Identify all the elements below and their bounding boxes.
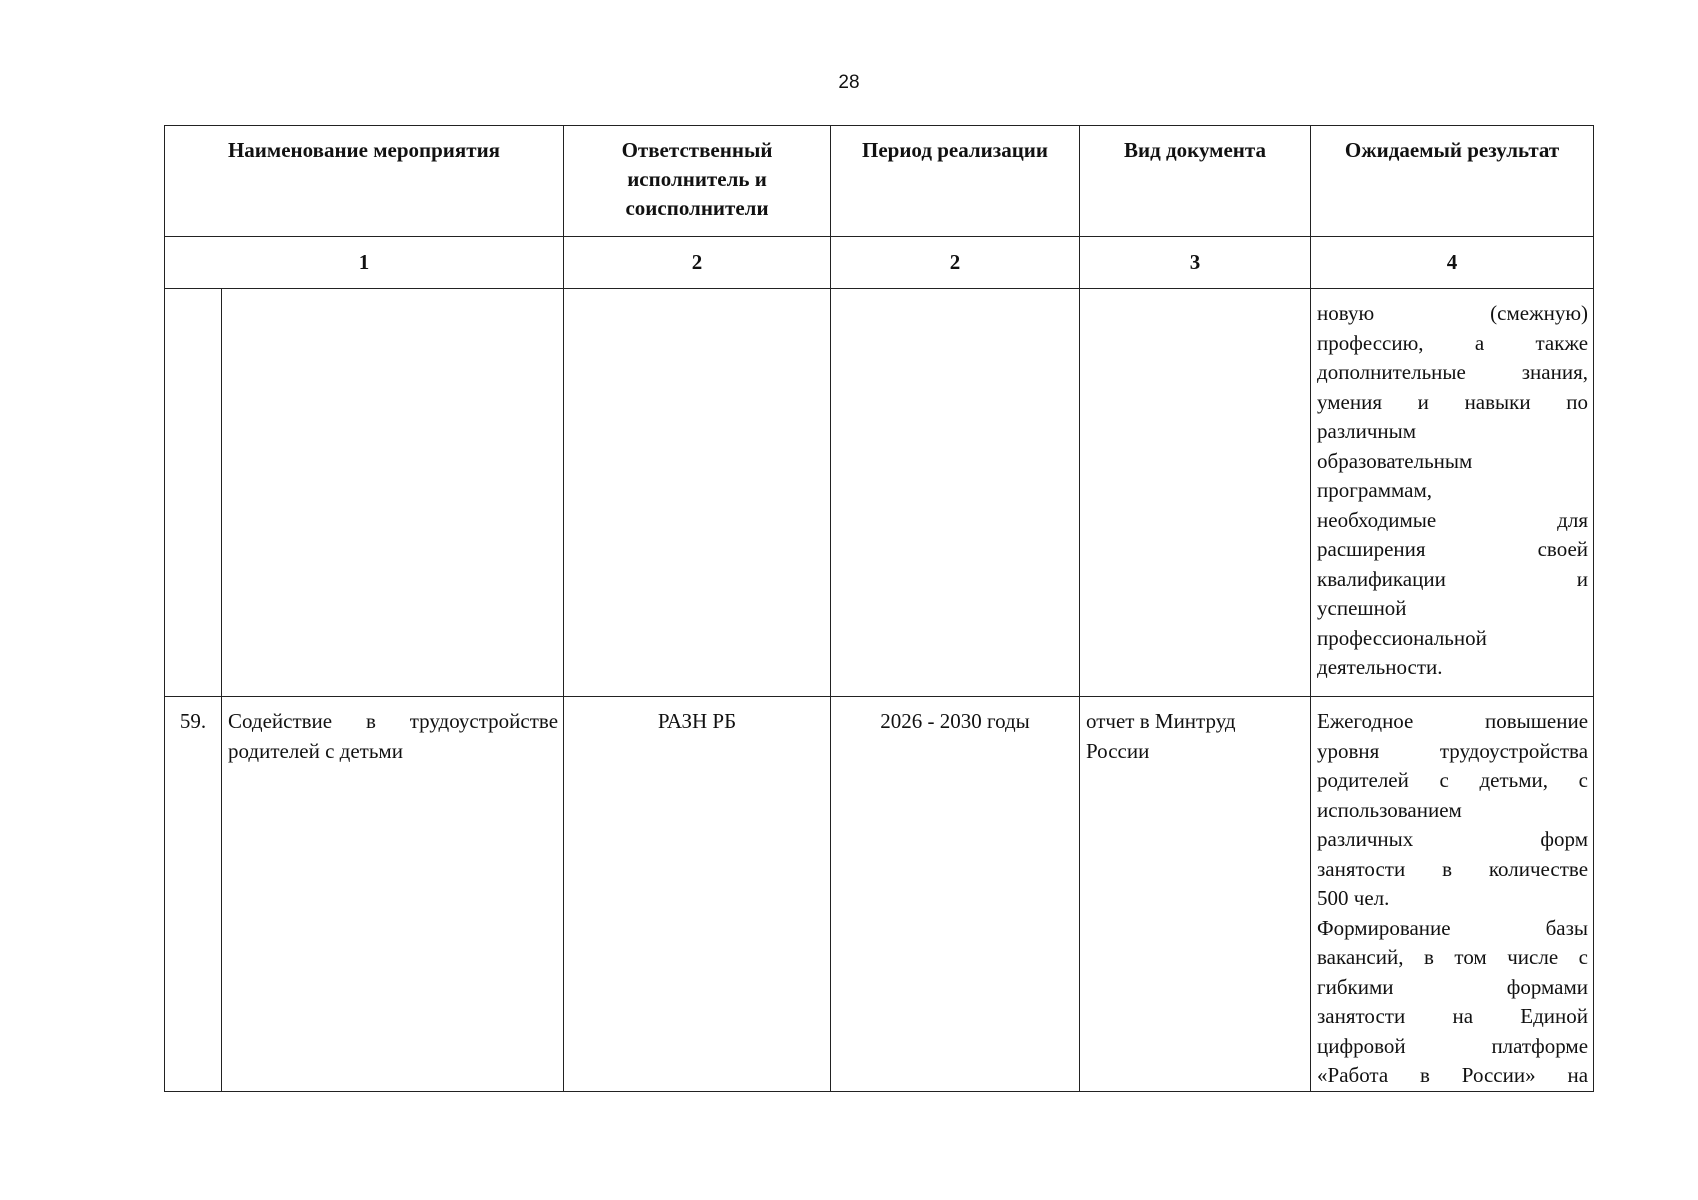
result-line: дополнительные знания, [1317, 360, 1589, 384]
activity-name-cell: Содействие в трудоустройстве родителей с детьми [222, 697, 564, 1092]
result-line: успешной [1317, 596, 1407, 620]
period-cell [831, 289, 1080, 697]
column-number: 2 [831, 237, 1080, 289]
result-line: необходимые для [1317, 507, 1589, 532]
header-expected-result: Ожидаемый результат [1311, 126, 1594, 237]
activities-table [164, 125, 1594, 1092]
result-line: квалификации и [1317, 566, 1589, 591]
result-line: «Работа в России» на [1317, 1063, 1589, 1087]
column-number: 1 [165, 237, 564, 289]
column-number: 2 [564, 237, 831, 289]
row-number-cell: 59. [165, 697, 222, 1092]
result-line: занятости на Единой [1317, 1004, 1589, 1028]
result-line: 500 чел. [1317, 886, 1390, 910]
result-line: занятости в количестве [1317, 856, 1589, 881]
result-line: гибкими формами [1317, 974, 1589, 999]
result-line: различным [1317, 419, 1417, 443]
result-line: новую (смежную) [1317, 301, 1589, 325]
result-line: Ежегодное повышение [1317, 709, 1589, 733]
activity-name-cell [222, 289, 564, 697]
expected-result-cell [1311, 289, 1594, 697]
executor-cell [564, 289, 831, 697]
executor-cell: РАЗН РБ [564, 697, 831, 1092]
result-line: вакансий, в том числе с [1317, 945, 1589, 969]
result-line: образовательным [1317, 448, 1473, 473]
column-number: 3 [1080, 237, 1311, 289]
result-line: уровня трудоустройства [1317, 738, 1589, 763]
table-row-59 [165, 697, 1594, 1092]
result-line: профессиональной [1317, 625, 1487, 650]
result-line: умения и навыки по [1317, 389, 1589, 414]
result-line: программам, [1317, 478, 1432, 502]
column-number-row [165, 237, 1594, 289]
result-line: расширения своей [1317, 537, 1589, 561]
result-line: родителей с детьми, с [1317, 768, 1589, 792]
header-responsible-executor: Ответственный исполнитель и соисполнители [564, 126, 831, 237]
table-row-continuation [165, 289, 1594, 697]
period-cell: 2026 - 2030 годы [831, 697, 1080, 1092]
column-number: 4 [1311, 237, 1594, 289]
result-line: профессию, а также [1317, 330, 1589, 355]
header-activity-name: Наименование мероприятия [165, 126, 564, 237]
document-type-cell: отчет в Минтруд России [1080, 697, 1311, 1092]
result-line: деятельности. [1317, 655, 1443, 679]
result-line: цифровой платформе [1317, 1033, 1589, 1058]
page-number: 28 [838, 72, 860, 93]
document-type-cell [1080, 289, 1311, 697]
result-line: различных форм [1317, 827, 1589, 851]
header-document-type: Вид документа [1080, 126, 1311, 237]
result-line: Формирование базы [1317, 915, 1589, 940]
expected-result-cell [1311, 697, 1594, 1092]
row-number-cell [165, 289, 222, 697]
result-line: использованием [1317, 797, 1462, 822]
header-period: Период реализации [831, 126, 1080, 237]
table-header-row [165, 126, 1594, 237]
